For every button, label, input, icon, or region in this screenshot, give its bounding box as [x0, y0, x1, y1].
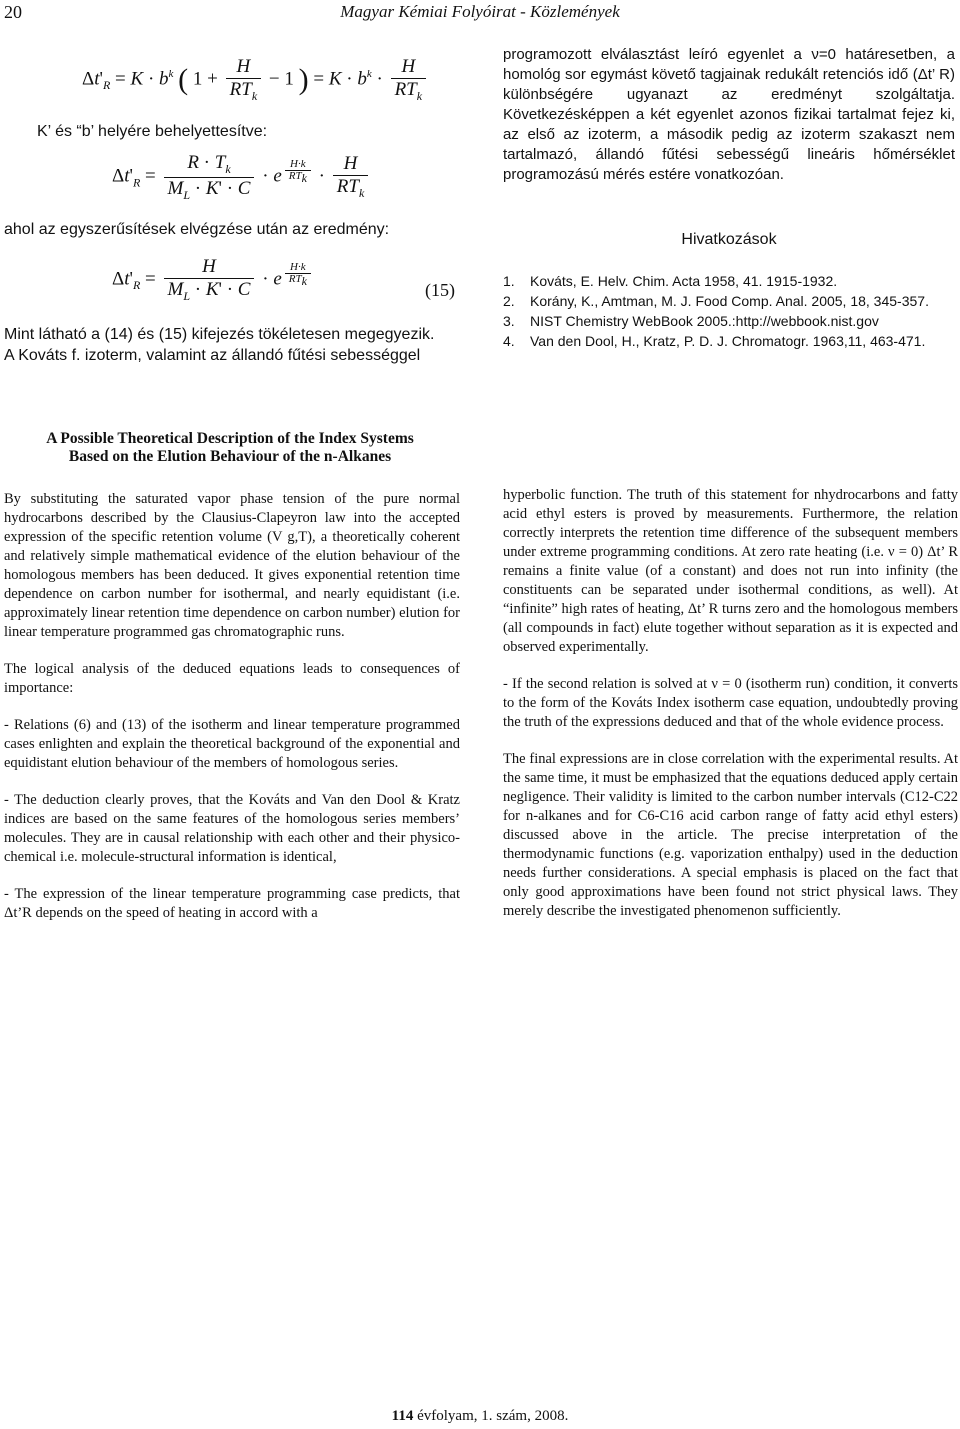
abstract-title-line-1: A Possible Theoretical Description of the Index Systems — [46, 430, 414, 447]
paragraph: - If the second relation is solved at ν = 0 (isotherm run) condition, it converts to the form of the Kováts Index isotherm case equation, undoubtedly proving the truth of the expressions deduced and that of the whole evidence process. — [503, 676, 958, 730]
abstract-title-line-2: Based on the Elution Behaviour of the n-Alkanes — [68, 448, 392, 465]
page-number: 20 — [4, 2, 22, 22]
paragraph: The final expressions are in close correlation with the experimental results. At the same time, it must be emphasized that the equations deduced apply certain negligence. Their validity is limited to the carbon number intervals (C12-C22 for n-alkanes and for C6-C16 acid carbon range of fatty acid ethyl esters) discussed above in the article. The precise interpretation of the thermodynamic functions (e.g. vaporization enthalpy) used in the deduction needs further considerations. A special emphasis is placed on the fact that only good approximations have been found not strict physical laws. They merely describe the investigated phenomenon sufficiently. — [503, 751, 958, 919]
running-header: Magyar Kémiai Folyóirat - Közlemények — [340, 2, 620, 21]
paragraph: By substituting the saturated vapor phase tension of the pure normal hydrocarbons described by the Clausius-Clapeyron law into the accepted expression of the specific retention volume (V g,T), a theoretically coherent and relatively simple mathematical evidence of the elution behaviour of the homologous members has been deduced. It gives exponential retention time dependence on carbon number for isothermal, and nearly equidistant (i.e. approximately linear retention time dependence on carbon number) elution for linear temperature programmed gas chromatographic runs. — [4, 491, 460, 640]
paragraph: - Relations (6) and (13) of the isotherm and linear temperature programmed cases enlighten and explain the theoretical background of the exponential and equidistant elution behaviour of the members of homologous series. — [4, 717, 460, 771]
references-title: Hivatkozások — [681, 231, 777, 248]
footer — [0, 1408, 960, 1425]
english-right-column — [503, 486, 958, 939]
english-left-column — [4, 490, 460, 941]
equation-number: (15) — [425, 280, 455, 300]
simplification-text: ahol az egyszerűsítések elvégzése után az eredmény: — [4, 221, 390, 238]
equation-1: $\Delta t'_R = K \cdot b^k$ ( 1 + $\frac{H}{RT_k}$ − 1 ) = $K \cdot b^k$ · $\frac{H}{RT_k}$ — [82, 56, 429, 104]
reference-item: 2. Korány, K., Amtman, M. J. Food Comp. Anal. 2005, 18, 345-357. — [503, 293, 929, 309]
references-list — [503, 272, 955, 352]
reference-item: 1. Kováts, E. Helv. Chim. Acta 1958, 41. 1915-1932. — [503, 273, 838, 289]
conclusion-text — [4, 324, 464, 366]
equation-15: $\Delta t'_R$ = $\frac{H}{M_L \cdot K' \cdot C}$ · e $^{\frac{H\cdot k}{\text{RTk}}}$ — [112, 256, 314, 304]
footer-volume: 114 — [391, 1408, 414, 1424]
conclusion-line-2: A Kováts f. izoterm, valamint az állandó fűtési sebességgel — [4, 347, 421, 364]
reference-item: 3. NIST Chemistry WebBook 2005.:http://webbook.nist.gov — [503, 313, 879, 329]
paragraph: - The expression of the linear temperature programming case predicts, that Δt’R depends on the speed of heating in accord with a — [4, 886, 460, 921]
paragraph: - The deduction clearly proves, that the Kováts and Van den Dool & Kratz indices are based on the same features of the homologous series members’ molecules. They are in causal relationship with each other and their physico-chemical i.e. molecule-structural information is identical, — [4, 792, 460, 865]
abstract-title — [0, 430, 460, 466]
paragraph: hyperbolic function. The truth of this statement for nhydrocarbons and fatty acid ethyl esters is proved by measurements. Furthermore, the relation correctly interprets the retention time difference of the subsequent members under extreme programming conditions. At zero rate heating (i.e. ν = 0) Δt’ R remains a finite value (of a constant) and does not run into infinity (the constituents can be separated under isothermal conditions, as well). At “infinite” high rates of heating, Δt’ R turns zero and the homologous members (all compounds in fact) elute together without separation as it is expected and observed experimentally. — [503, 487, 958, 655]
equation-2: $\Delta t'_R$ = $\frac{R \cdot T_k}{M_L \cdot K' \cdot C}$ · e $^{\frac{H\cdot k}{\text{RTk}}}$ · $\frac{H}{RT_k}$ — [112, 152, 371, 203]
paragraph: The logical analysis of the deduced equations leads to consequences of importance: — [4, 661, 460, 696]
reference-item: 4. Van den Dool, H., Kratz, P. D. J. Chromatogr. 1963,11, 463-471. — [503, 333, 926, 349]
substitution-text: K’ és “b’ helyére behelyettesítve: — [37, 123, 268, 140]
footer-text: évfolyam, 1. szám, 2008. — [413, 1408, 569, 1424]
conclusion-line-1: Mint látható a (14) és (15) kifejezés tökéletesen megegyezik. — [4, 326, 435, 343]
hungarian-right-column: programozott elválasztást leíró egyenlet a ν=0 határesetben, a homológ sor egymást követő tagjainak redukált retenciós idő (Δt’ R) különbségére ugyanazt az eredményt szolgáltatja. Következésképpen a két egyenlet azonos fizikai tartalmat fejez ki, az első az izoterm, a második pedig az izoterm szakaszt nem tartalmazó, állandó fűtési sebességű lineáris hőmérséklet programozású mérés estére vonatkozóan. — [503, 46, 955, 183]
